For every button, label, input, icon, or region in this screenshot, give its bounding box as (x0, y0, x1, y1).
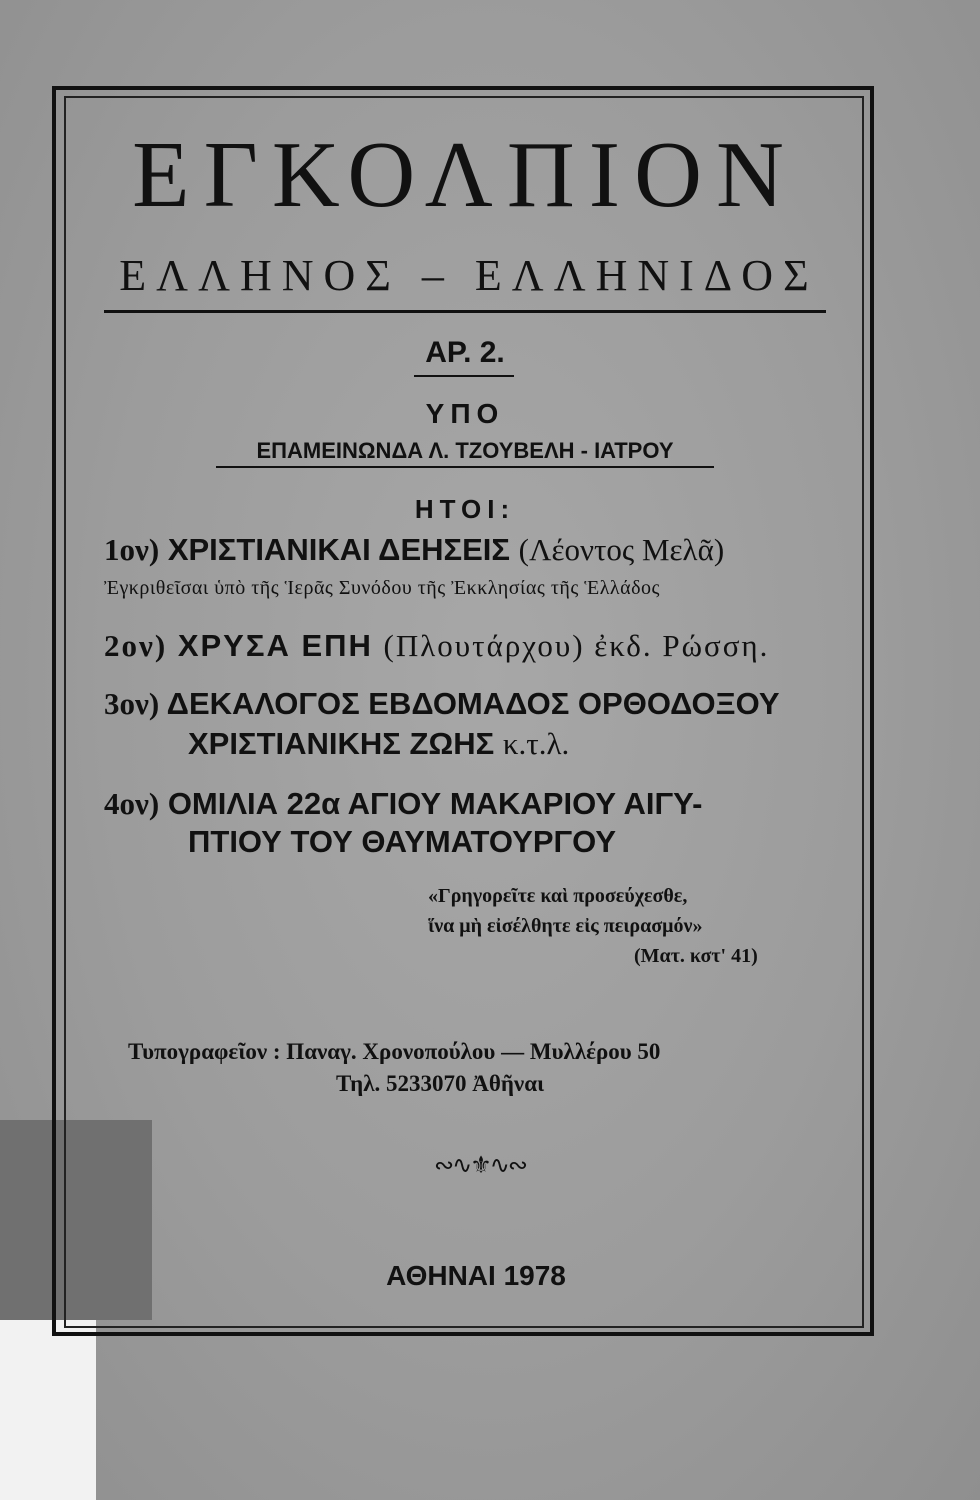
item-note: κ.τ.λ. (502, 726, 570, 761)
item-prefix: 1ον) (104, 532, 160, 567)
book-subtitle: ΕΛΛΗΝΟΣ – ΕΛΛΗΝΙΔΟΣ (119, 251, 819, 300)
author-underline (216, 466, 714, 468)
decorative-ornament-icon: ∾∿⚜∿∾ (434, 1152, 526, 1179)
quote-reference: (Ματ. κστ' 41) (634, 945, 758, 967)
quote-line-2: ἵνα μὴ εἰσέλθητε εἰς πειρασμόν» (428, 915, 703, 937)
printer-line-2: Τηλ. 5233070 Ἀθῆναι (336, 1071, 545, 1096)
by-label: ΥΠΟ (425, 398, 505, 429)
item-title: ΧΡΥΣΑ ΕΠΗ (177, 628, 373, 663)
item-title-cont: ΧΡΙΣΤΙΑΝΙΚΗΣ ΖΩΗΣ (188, 726, 495, 761)
contents-item-4 (104, 788, 702, 819)
item-title: ΟΜΙΛΙΑ 22α ΑΓΙΟΥ ΜΑΚΑΡΙΟΥ ΑΙΓΥ- (167, 786, 703, 821)
library-label-sticker (0, 1320, 96, 1500)
item-title: ΔΕΚΑΛΟΓΟΣ ΕΒΔΟΜΑΔΟΣ ΟΡΘΟΔΟΞΟΥ (166, 686, 780, 721)
item-title: ΧΡΙΣΤΙΑΝΙΚΑΙ ΔΕΗΣΕΙΣ (167, 532, 511, 567)
contents-item-1 (104, 534, 724, 565)
item-note: (Λέοντος Μελᾶ) (518, 532, 725, 567)
contents-item-3-line2 (188, 728, 569, 759)
approval-note: Ἐγκριθεῖσαι ὑπὸ τῆς Ἱερᾶς Συνόδου τῆς Ἐκκλησίας τῆς Ἑλλάδος (104, 577, 660, 599)
quote-line-1: «Γρηγορεῖτε καὶ προσεύχεσθε, (428, 885, 688, 907)
printer-line-1: Τυπογραφεῖον : Παναγ. Χρονοπούλου — Μυλλέρου 50 (128, 1039, 661, 1064)
book-title: ΕΓΚΟΛΠΙΟΝ (132, 123, 798, 227)
item-note: (Πλουτάρχου) ἐκδ. Ρώσση. (383, 628, 770, 663)
item-title-cont: ΠΤΙΟΥ ΤΟΥ ΘΑΥΜΑΤΟΥΡΓΟΥ (188, 824, 617, 859)
contents-item-3 (104, 688, 780, 719)
item-prefix: 2ον) (104, 628, 168, 663)
city-year: ΑΘΗΝΑΙ 1978 (386, 1260, 566, 1291)
itoi-label: ΗΤΟΙ: (414, 494, 516, 524)
issue-number-underline (414, 375, 514, 377)
item-prefix: 4ον) (104, 786, 160, 821)
author-name: ΕΠΑΜΕΙΝΩΝΔΑ Λ. ΤΖΟΥΒΕΛΗ - ΙΑΤΡΟΥ (256, 438, 674, 463)
contents-item-2 (104, 630, 769, 661)
subtitle-divider (104, 310, 826, 313)
contents-item-4-line2 (188, 826, 616, 857)
item-prefix: 3ον) (104, 686, 160, 721)
issue-number: ΑΡ. 2. (425, 336, 505, 369)
